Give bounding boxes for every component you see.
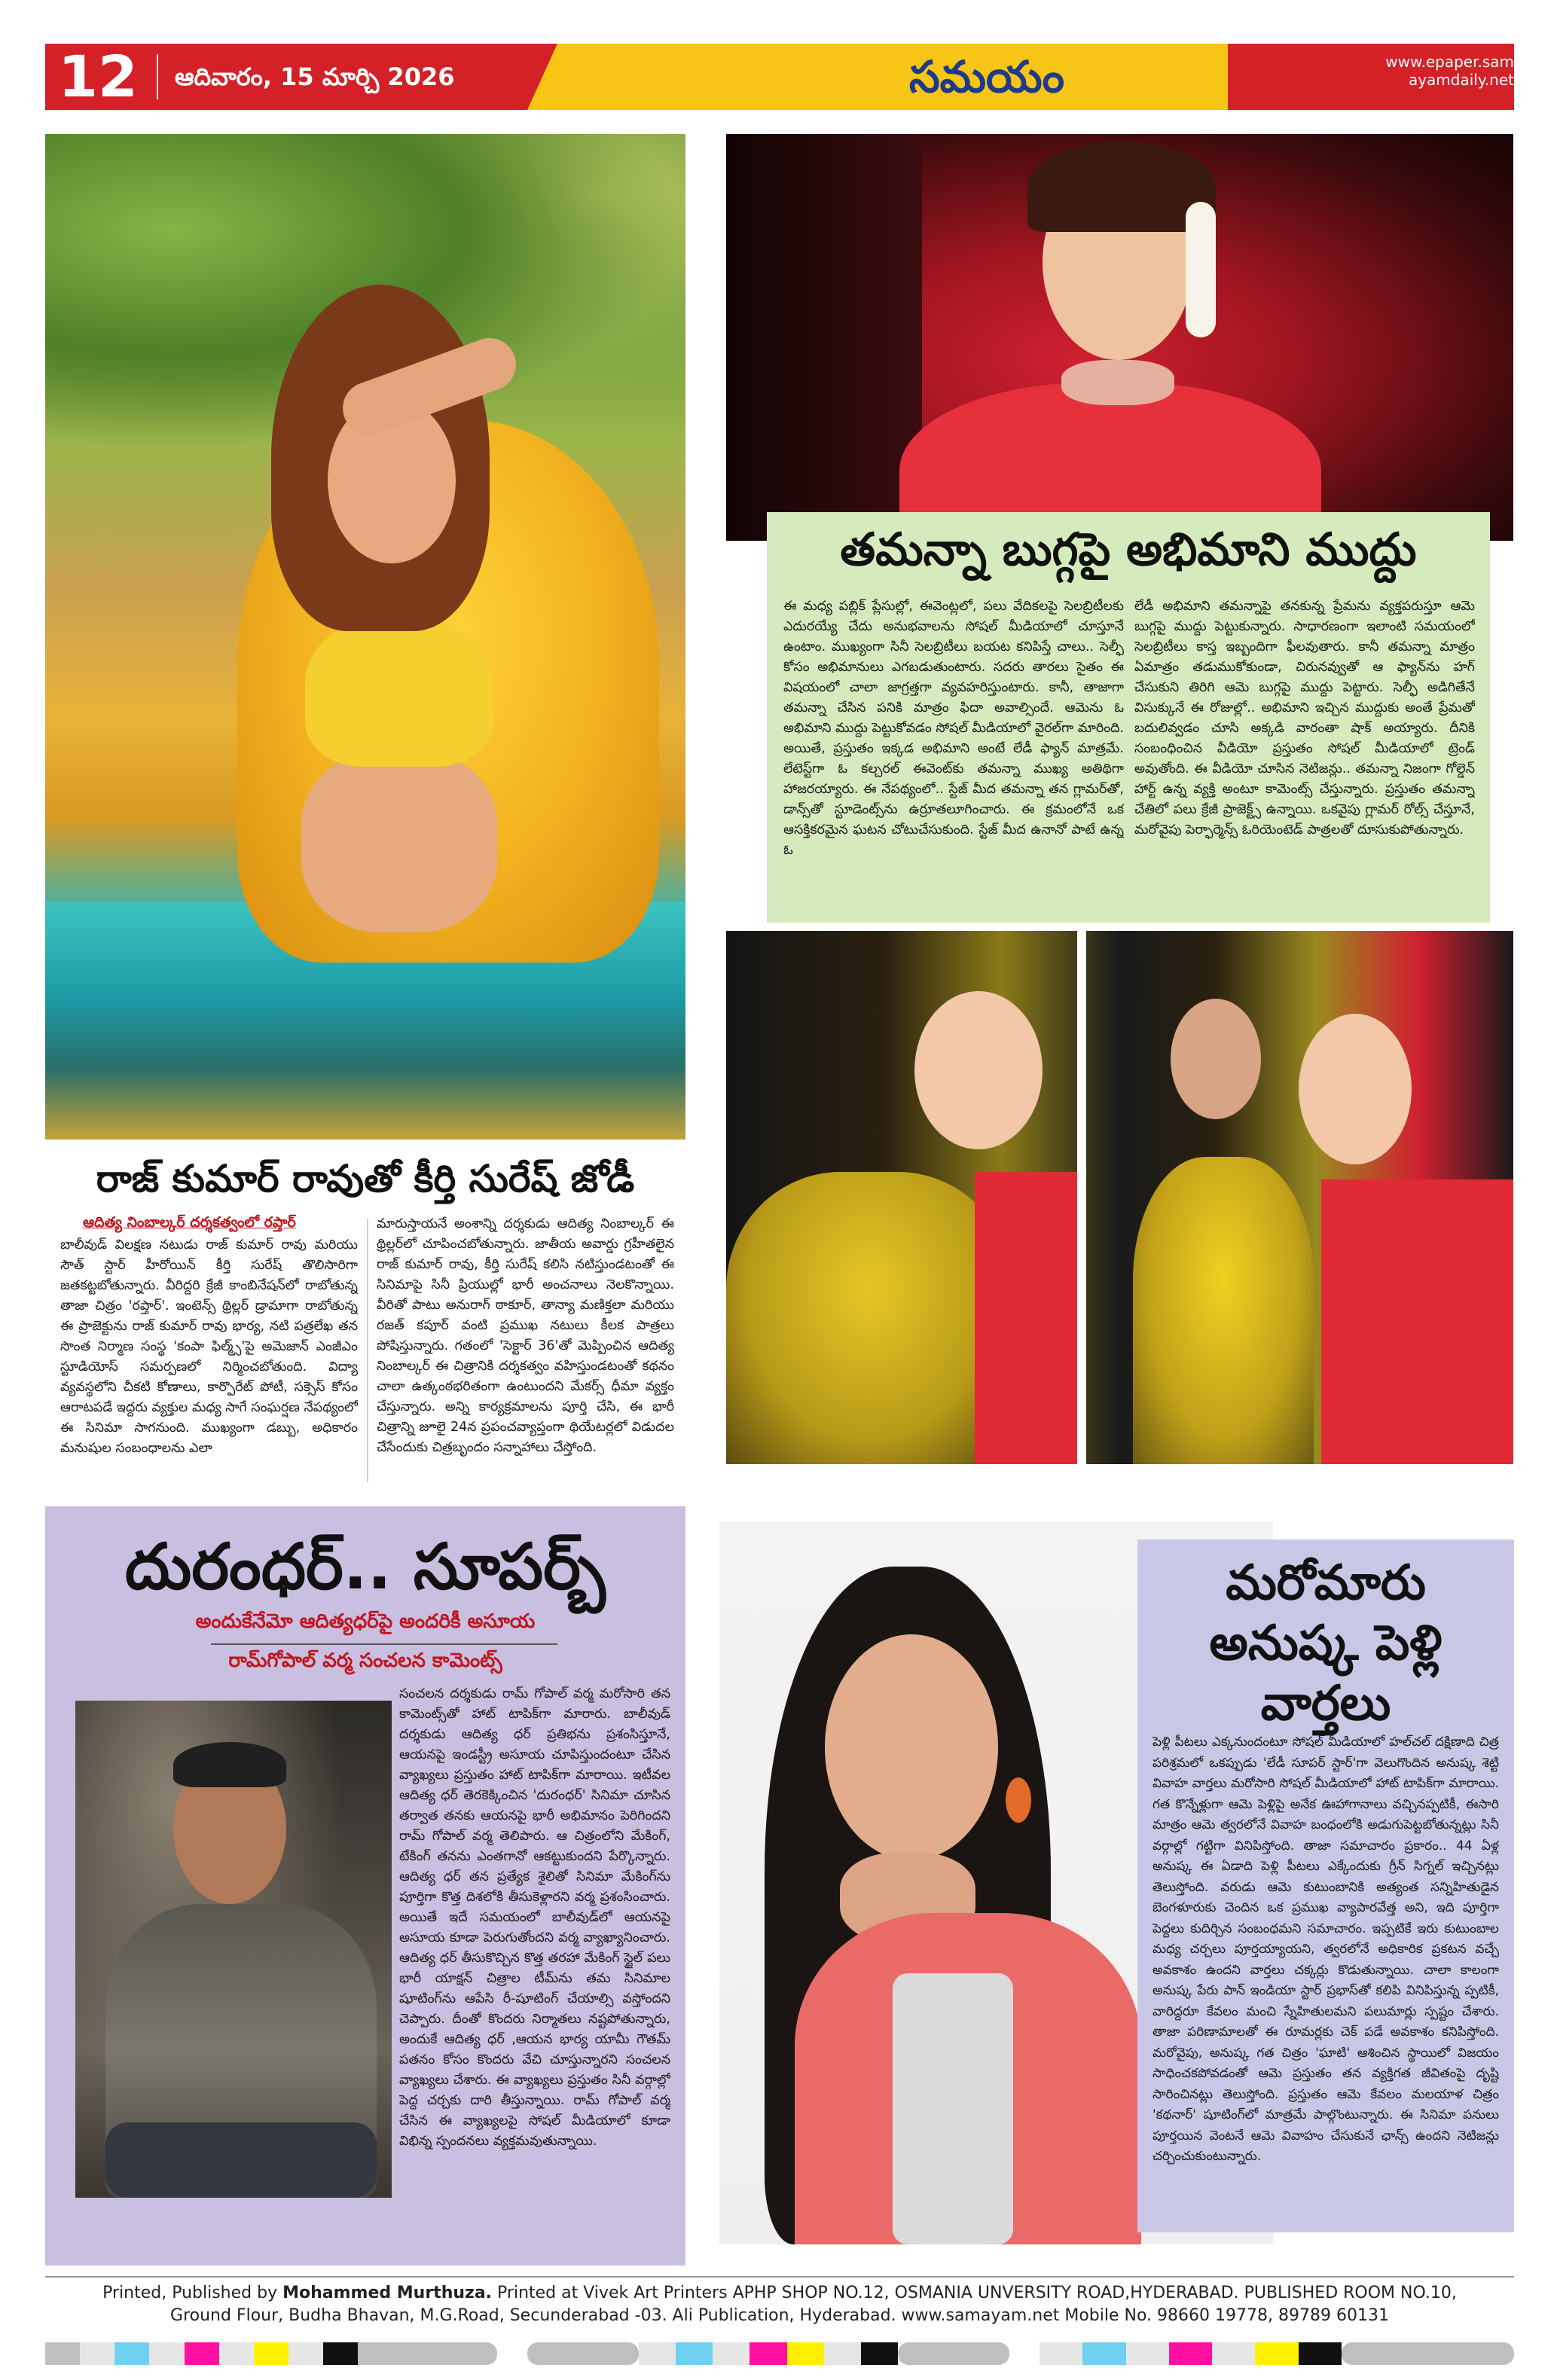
torso bbox=[301, 752, 497, 932]
page-number: 12 bbox=[58, 43, 138, 110]
neck bbox=[1061, 360, 1174, 405]
rgv-hair bbox=[173, 1742, 286, 1787]
dhurandhar-body: సంచలన దర్శకుడు రామ్ గోపాల్ వర్మ మరోసారి తన కామెంట్స్‌తో హాట్ టాపిక్‌గా మారారు. బాలీవుడ్ దర్శకుడు ఆదిత్య ధర్ ప్రతిభను ప్రశంసిస్తూనే, ఆయనపై ఇండస్ట్రీ అసూయ చూపిస్తుందంటూ చేసిన వ్యాఖ్యలు ప్రస్తుతం హాట్ టాపిక్‌గా మారాయి. ఇటీవల ఆదిత్య ధర్ తెరకెక్కించిన 'దురంధర్' సినిమా చూసిన తర్వాత తనకు ఆయనపై భారీ అభిమానం పెరిగిందని రామ్ గోపాల్ వర్మ తెలిపారు. ఆ చిత్రంలోని మేకింగ్, టేకింగ్ తనను ఎంతగానో ఆకట్టుకుందని పేర్కొన్నారు. ఆదిత్య ధర్ తన ప్రత్యేక శైలితో సినిమా మేకింగ్‌ను పూర్తిగా కొత్త దిశలోకి తీసుకెళ్లారని వర్మ ప్రశంసించారు. అయితే ఇదే సమయంలో బాలీవుడ్‌లో ఆయనపై అసూయ కూడా పెరుగుతోందని వర్మ వ్యాఖ్యానించారు. ఆదిత్య ధర్ తీసుకొచ్చిన కొత్త తరహా మేకింగ్ స్టైల్ పలు భారీ యాక్షన్ చిత్రాల టీమ్‌ను తమ సినిమాల షూటింగ్‌ను ఆపేసి రీ-షూటింగ్ చేయాల్సి వస్తోందని చెప్పారు. దీంతో కొందరు నిర్మాతలు నష్టపోతున్నారు, అందుకే ఆదిత్య ధర్ ,ఆయన భార్య యామీ గౌతమ్ పతనం కోసం కొందరు వేచి చూస్తున్నారని సంచలన వ్యాఖ్యలు చేశారు. ఈ వ్యాఖ్యలు ప్రస్తుతం సినీ వర్గాల్లో పెద్ద చర్చకు దారి తీస్తున్నాయి. రామ్ గోపాల్ వర్మ చేసిన ఈ వ్యాఖ్యలపై సోషల్ మీడియాలో కూడా విభిన్న స్పందనలు వ్యక్తమవుతున్నాయి. bbox=[399, 1686, 670, 2149]
keerthy-headline: రాజ్ కుమార్ రావుతో కీర్తి సురేష్ జోడీ bbox=[96, 1157, 635, 1201]
website-url-line2: ayamdaily.net bbox=[1408, 71, 1514, 89]
registration-bar-left bbox=[45, 2342, 497, 2365]
fan-yellow-outfit-left bbox=[726, 1172, 1012, 1464]
dhurandhar-headline: దురంధర్.. సూపర్బ్ bbox=[124, 1530, 606, 1603]
tamanna-headline: తమన్నా బుగ్గపై అభిమాని ముద్దు bbox=[840, 523, 1417, 576]
anushka-inner-top bbox=[893, 1973, 1013, 2244]
jasmine-flowers bbox=[1186, 202, 1216, 337]
photo-ram-gopal-varma bbox=[75, 1701, 392, 2198]
imprint-line2: Ground Flour, Budha Bhavan, M.G.Road, Secunderabad -03. Ali Publication, Hyderabad. www.samayam.net Mobile No. 98660 19778, 89789 60131 bbox=[170, 2306, 1389, 2325]
keerthy-kicker: ఆదిత్య నింబాల్కర్ దర్శకత్వంలో రప్తార్ bbox=[83, 1214, 296, 1231]
imprint bbox=[45, 2282, 1514, 2327]
imprint-line1 bbox=[45, 2282, 1514, 2305]
earring bbox=[1006, 1777, 1031, 1823]
tamanna-face-left bbox=[914, 991, 1043, 1149]
issue-date: ఆదివారం, 15 మార్చి 2026 bbox=[175, 63, 455, 91]
registration-bar-center bbox=[527, 2342, 1009, 2365]
rgv-jeans bbox=[105, 2122, 377, 2198]
publisher-name: Mohammed Murthuza. bbox=[282, 2284, 493, 2302]
tamanna-col1: ఈ మధ్య పబ్లిక్ ప్లేసుల్లో, ఈవెంట్లలో, పలు వేదికలపై సెలబ్రిటీలకు ఎదురయ్యే చేదు అనుభవాలను సోషల్ మీడియాలో చూస్తూనే ఉంటాం. ముఖ్యంగా సినీ సెలబ్రిటీలు బయట కనిపిస్తే చాలు.. సెల్ఫీ కోసం అభిమానులు ఎగబడుతుంటారు. సదరు తారలు సైతం ఈ విషయంలో చాలా జాగ్రత్తగా వ్యవహరిస్తుంటారు. కానీ, తాజాగా తమన్నా చేసిన పనికి మాత్రం ఫిదా అవాల్సిందే. ఆమెను ఓ అభిమాని ముద్దు పెట్టుకోవడం సోషల్ మీడియాలో వైరల్‌గా మారింది. అయితే, ప్రస్తుతం ఇక్కడ అభిమాని అంటే లేడీ ఫ్యాన్ మాత్రమే. లేటెస్ట్‌గా ఓ కల్చరల్ ఈవెంట్‌కు తమన్నా ముఖ్య అతిథిగా హాజరయ్యారు. ఈ నేపథ్యంలో.. స్టేజ్ మీద తమన్నా తన గ్లామర్‌తో, డాన్స్‌తో స్టూడెంట్స్‌ను ఉర్రూతలూగించారు. ఈ క్రమంలోనే ఒక ఆసక్తికరమైన ఘటన చోటుచేసుకుంది. స్టేజ్ మీద ఉనానో పాటే ఉన్న ఓ bbox=[783, 599, 1124, 858]
photo-fan-kiss-collage bbox=[726, 931, 1513, 1464]
red-dress-left bbox=[975, 1172, 1080, 1464]
dhurandhar-subhead: అందుకేనేమో ఆదిత్యధర్‌పై అందరికీ అసూయ bbox=[195, 1610, 536, 1633]
footer-rule bbox=[45, 2276, 1514, 2278]
stage-dark-left bbox=[726, 134, 922, 541]
tamanna-col2: లేడీ అభిమాని తమన్నాపై తనకున్న ప్రేమను వ్యక్తపరుస్తూ ఆమె బుగ్గపై ముద్దు పెట్టుకున్నారు. సాధారణంగా ఇలాంటి సమయంలో సెలబ్రిటీలు కాస్త ఇబ్బందిగా ఫీలవుతారు. కానీ తమన్నా మాత్రం ఏమాత్రం తడుముకోకుండా, చిరునవ్వుతో ఆ ఫ్యాన్‌ను హగ్ చేసుకుని తిరిగి ఆమె బుగ్గపై ముద్దు పెట్టారు. సెల్ఫీ అడిగితేనే విసుక్కునే ఈ రోజుల్లో.. అభిమాని ఇచ్చిన ముద్దుకు అంతే ప్రేమతో బదులివ్వడం చూసి అక్కడి వారంతా షాక్ అయ్యారు. దీనికి సంబంధించిన వీడియో ప్రస్తుతం సోషల్ మీడియాలో ట్రెండ్ అవుతోంది. ఈ వీడియో చూసిన నెటిజన్లు.. తమన్నా నిజంగా గోల్డెన్ హార్ట్ ఉన్న వ్యక్తి అంటూ కామెంట్స్ చేస్తున్నారు. ప్రస్తుతం తమన్నా చేతిలో పలు క్రేజీ ప్రాజెక్ట్స్ ఉన్నాయి. ఒకవైపు గ్లామర్ రోల్స్ చేస్తూనే, మరోవైపు పెర్ఫార్మెన్స్ ఓరియెంటెడ్ పాత్రలతో దూసుకుపోతున్నారు. bbox=[1134, 599, 1475, 838]
anushka-headline bbox=[1137, 1553, 1514, 1734]
photo-keerthy-pool bbox=[45, 134, 685, 1140]
imprint-address: Printed at Vivek Art Printers APHP SHOP NO.12, OSMANIA UNVERSITY ROAD,HYDERABAD. PUBLISHED ROOM NO.10, bbox=[492, 2284, 1457, 2302]
anushka-headline-line1: మరోమారు bbox=[1226, 1555, 1426, 1611]
header-divider bbox=[157, 54, 158, 99]
fan-yellow-outfit-right bbox=[1133, 1157, 1314, 1464]
keerthy-column-rule bbox=[367, 1219, 368, 1482]
yellow-top bbox=[305, 616, 493, 767]
masthead-logo: సమయం bbox=[908, 51, 1065, 102]
anushka-body: పెళ్లి పీటలు ఎక్కనుందంటూ సోషల్ మీడియాలో హల్‌చల్ దక్షిణాది చిత్ర పరిశ్రమలో ఒకప్పుడు 'లేడీ సూపర్ స్టార్'గా వెలుగొందిన అనుష్క శెట్టి వివాహ వార్తలు మరోసారి సోషల్ మీడియాలో హాట్ టాపిక్‌గా మారాయి. గత కొన్నేళ్లుగా ఆమె పెళ్లిపై అనేక ఊహాగానాలు వచ్చినప్పటికీ, ఈసారి మాత్రం ఆమె త్వరలోనే వివాహ బంధంలోకి అడుగుపెట్టబోతున్నట్లు సినీ వర్గాల్లో గట్టిగా వినిపిస్తోంది. తాజా సమాచారం ప్రకారం.. 44 ఏళ్ల అనుష్క ఈ ఏడాది పెళ్లి పీటలు ఎక్కేందుకు గ్రీన్ సిగ్నల్ ఇచ్చినట్లు తెలుస్తోంది. వరుడు ఆమె కుటుంబానికి అత్యంత సన్నిహితుడైన బెంగళూరుకు చెందిన ఒక ప్రముఖ వ్యాపారవేత్త అని, ఇది పూర్తిగా పెద్దలు కుదిర్చిన సంబంధమని సమాచారం. ఇప్పటికే ఇరు కుటుంబాల మధ్య చర్చలు పూర్తయ్యాయని, త్వరలోనే అధికారిక ప్రకటన వచ్చే అవకాశం ఉందని వార్తలు చక్కర్లు కొడుతున్నాయి. చాలా కాలంగా అనుష్క పేరు పాన్ ఇండియా స్టార్ ప్రభాస్‌తో కలిపి వినిపిస్తున్న ప్పటికీ, వారిద్దరూ కేవలం మంచి స్నేహితులమని పలుమార్లు స్పష్టం చేశారు. తాజా పరిణామాలతో ఈ రూమర్లకు చెక్ పడే అవకాశం కనిపిస్తోంది. మరోవైపు, అనుష్క గత చిత్రం 'ఘాటి' ఆశించిన స్థాయిలో విజయం సాధించకపోవడంతో ఆమె ప్రస్తుతం తన వ్యక్తిగత జీవితంపై దృష్టి సారించినట్లు తెలుస్తోంది. ప్రస్తుతం ఆమె కేవలం మలయాళ చిత్రం 'కథనార్' షూటింగ్‌లో మాత్రమే పాల్గొంటున్నారు. ఈ సినిమా పనులు పూర్తయిన వెంటనే ఆమె వివాహం చేసుకునే ఛాన్స్ ఉందని నెటిజన్లు చర్చించుకుంటున్నారు. bbox=[1152, 1735, 1499, 2164]
collage-divider bbox=[1077, 931, 1086, 1464]
anushka-face bbox=[825, 1634, 998, 1860]
anushka-headline-line2: అనుష్క పెళ్లి bbox=[1209, 1616, 1443, 1671]
red-dress-right bbox=[1321, 1179, 1513, 1464]
website-url-line1: www.epaper.sam bbox=[1385, 53, 1514, 71]
anushka-headline-line3: వార్తలు bbox=[1260, 1676, 1391, 1732]
subhead-rule bbox=[211, 1643, 557, 1645]
dhurandhar-subhead2: రామ్‌గోపాల్ వర్మ సంచలన కామెంట్స్ bbox=[228, 1649, 502, 1672]
registration-bar-right bbox=[1040, 2342, 1514, 2365]
keerthy-col1: బాలీవుడ్ విలక్షణ నటుడు రాజ్ కుమార్ రావు మరియు సౌత్ స్టార్ హీరోయిన్ కీర్తి సురేష్ తొలిసారిగా జతకట్టబోతున్నారు. వీరిద్దరి క్రేజీ కాంబినేషన్‌లో రాబోతున్న తాజా చిత్రం 'రప్తార్'. ఇంటెన్స్ థ్రిల్లర్ డ్రామాగా రాబోతున్న ఈ ప్రాజెక్టును రాజ్ కుమార్ రావు భార్య, నటి పత్రలేఖ తన సొంత నిర్మాణ సంస్థ 'కంపా ఫిల్మ్స్'పై అమెజాన్ ఎంజీఎం స్టూడియోస్ సమర్పణలో నిర్మించబోతుంది. విద్యా వ్యవస్థలోని చీకటి కోణాలు, కార్పొరేట్ పోటీ, సక్సెస్ కోసం ఆరాటపడే ఇద్దరు వ్యక్తుల మధ్య సాగే సంఘర్షణ నేపథ్యంలో ఈ సినిమా సాగనుంది. ముఖ్యంగా డబ్బు, అధికారం మనుషుల సంబంధాలను ఎలా bbox=[60, 1237, 358, 1456]
fan-face-right bbox=[1171, 999, 1261, 1119]
website-url[interactable] bbox=[1348, 53, 1514, 89]
imprint-prefix: Printed, Published by bbox=[102, 2284, 283, 2302]
keerthy-col2: మారుస్తాయనే అంశాన్ని దర్శకుడు ఆదిత్య నింబాల్కర్ ఈ థ్రిల్లర్‌లో చూపించబోతున్నారు. జాతీయ అవార్డు గ్రహీతలైన రాజ్ కుమార్ రావు, కీర్తి సురేష్ కలిసి నటిస్తుండటంతో ఈ సినిమాపై సినీ ప్రియుల్లో భారీ అంచనాలు నెలకొన్నాయి. వీరితో పాటు అనురాగ్ ఠాకూర్, తాన్యా మణిక్తలా మరియు రజత్ కపూర్ వంటి ప్రముఖ నటులు కీలక పాత్రలు పోషిస్తున్నారు. గతంలో 'సెక్టార్ 36'తో మెప్పించిన ఆదిత్య నింబాల్కర్ ఈ చిత్రానికి దర్శకత్వం వహిస్తుండటంతో కథనం చాలా ఉత్కంఠభరితంగా ఉంటుందని మేకర్స్ ధీమా వ్యక్తం చేస్తున్నారు. అన్ని కార్యక్రమాలను పూర్తి చేసి, ఈ భారీ చిత్రాన్ని జూలై 24న ప్రపంచవ్యాప్తంగా థియేటర్లలో విడుదల చేసేందుకు చిత్రబృందం సన్నాహాలు చేస్తోంది. bbox=[377, 1216, 674, 1455]
tamanna-face-right bbox=[1299, 1014, 1412, 1164]
photo-tamanna-stage bbox=[726, 134, 1513, 541]
